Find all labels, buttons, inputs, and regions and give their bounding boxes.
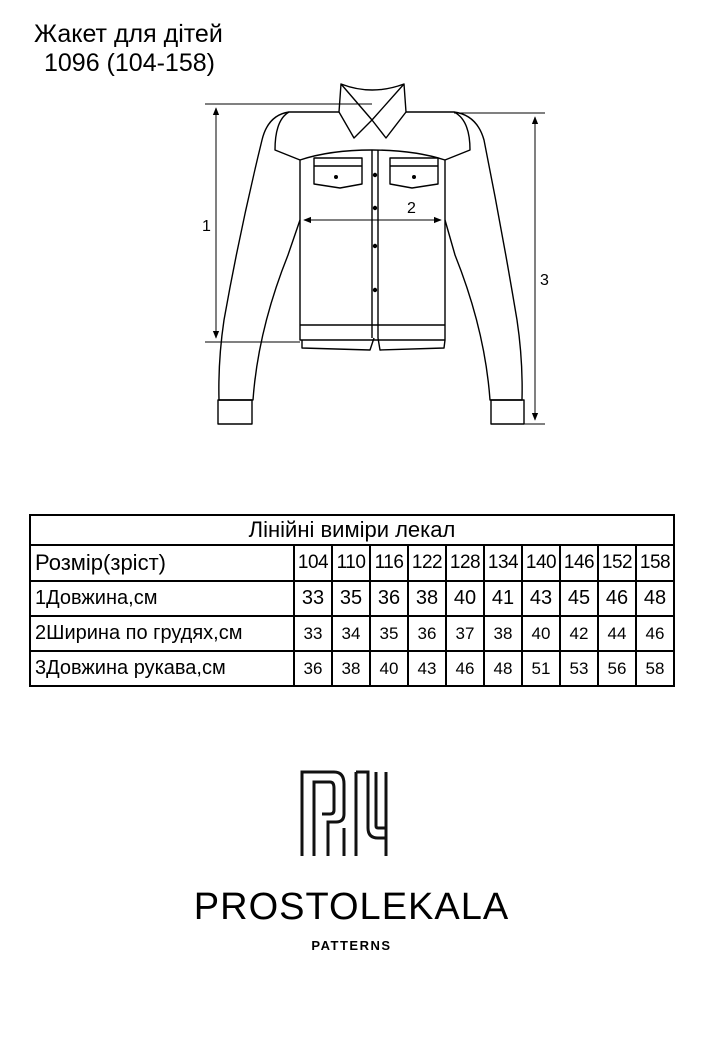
chest-label: 2 <box>407 200 416 217</box>
value-cell: 46 <box>446 651 484 686</box>
value-cell: 56 <box>598 651 636 686</box>
size-header-label: Розмір(зріст) <box>30 545 294 581</box>
left-pocket <box>314 158 362 188</box>
product-name: Жакет для дітей <box>34 20 223 48</box>
size-cell: 116 <box>370 545 408 581</box>
size-cell: 104 <box>294 545 332 581</box>
brand-logo-icon <box>300 770 388 858</box>
value-cell: 48 <box>484 651 522 686</box>
sleeve-label: 3 <box>540 272 549 289</box>
size-cell: 152 <box>598 545 636 581</box>
value-cell: 36 <box>408 616 446 651</box>
row-label: 3Довжина рукава,см <box>30 651 294 686</box>
value-cell: 46 <box>598 581 636 616</box>
brand-name: PROSTOLEKALA <box>193 886 510 928</box>
value-cell: 51 <box>522 651 560 686</box>
length-label: 1 <box>202 218 211 235</box>
value-cell: 33 <box>294 616 332 651</box>
value-cell: 43 <box>522 581 560 616</box>
value-cell: 44 <box>598 616 636 651</box>
value-cell: 33 <box>294 581 332 616</box>
size-header-row <box>30 545 674 581</box>
value-cell: 45 <box>560 581 598 616</box>
size-cell: 140 <box>522 545 560 581</box>
value-cell: 36 <box>370 581 408 616</box>
value-cell: 41 <box>484 581 522 616</box>
value-cell: 40 <box>370 651 408 686</box>
collar <box>339 84 406 138</box>
value-cell: 34 <box>332 616 370 651</box>
measurements-table <box>29 514 675 687</box>
value-cell: 46 <box>636 616 674 651</box>
brand-tagline: PATTERNS <box>311 938 392 953</box>
value-cell: 35 <box>370 616 408 651</box>
row-label: 1Довжина,см <box>30 581 294 616</box>
value-cell: 42 <box>560 616 598 651</box>
size-cell: 128 <box>446 545 484 581</box>
value-cell: 40 <box>446 581 484 616</box>
product-article: 1096 (104-158) <box>44 49 215 77</box>
jacket-technical-drawing <box>0 0 703 470</box>
value-cell: 38 <box>484 616 522 651</box>
table-row <box>30 581 674 616</box>
value-cell: 58 <box>636 651 674 686</box>
value-cell: 35 <box>332 581 370 616</box>
table-caption: Лінійні виміри лекал <box>30 515 674 545</box>
right-pocket <box>390 158 438 188</box>
row-label: 2Ширина по грудях,см <box>30 616 294 651</box>
size-cell: 122 <box>408 545 446 581</box>
table-row <box>30 651 674 686</box>
size-cell: 146 <box>560 545 598 581</box>
value-cell: 53 <box>560 651 598 686</box>
size-cell: 110 <box>332 545 370 581</box>
size-cell: 158 <box>636 545 674 581</box>
table-row <box>30 616 674 651</box>
left-cuff <box>218 400 252 424</box>
value-cell: 37 <box>446 616 484 651</box>
value-cell: 40 <box>522 616 560 651</box>
value-cell: 48 <box>636 581 674 616</box>
size-cell: 134 <box>484 545 522 581</box>
value-cell: 43 <box>408 651 446 686</box>
right-cuff <box>491 400 524 424</box>
value-cell: 38 <box>332 651 370 686</box>
value-cell: 38 <box>408 581 446 616</box>
value-cell: 36 <box>294 651 332 686</box>
